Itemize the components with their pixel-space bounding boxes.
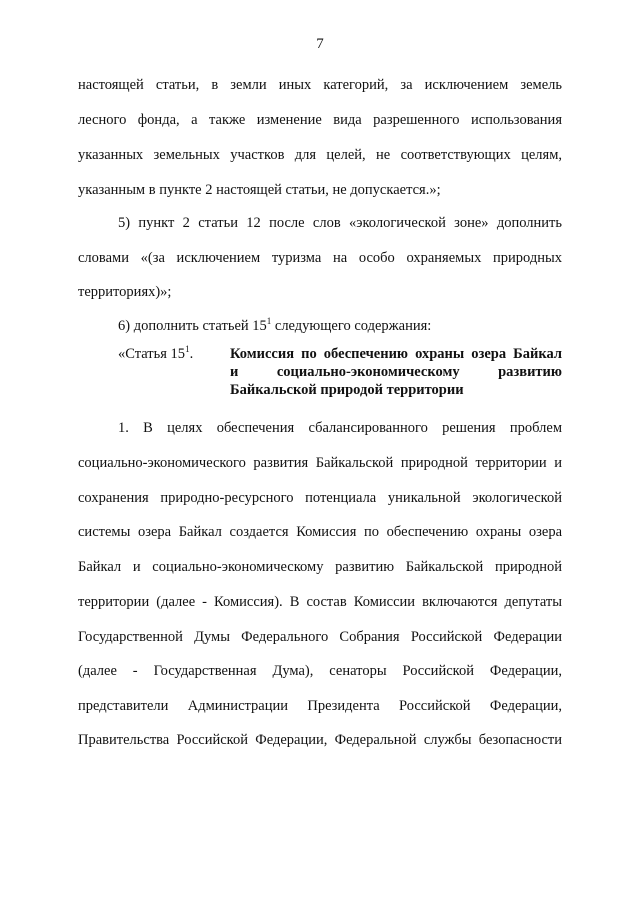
text-line: лесного фонда, а также изменение вида разрешенного использования [78, 112, 562, 128]
text-line: указанных земельных участков для целей, не соответствующих целям, [78, 147, 562, 163]
para1-line: Байкал и социально-экономическому развитию Байкальской природной [78, 559, 562, 575]
article-title-line: и социально-экономическому развитию [230, 364, 562, 380]
para1-line: социально-экономического развития Байкальской природной территории и [78, 455, 562, 471]
item6-prefix: 6) дополнить статьей 15 [118, 318, 267, 334]
item6-superscript: 1 [266, 316, 272, 326]
para1-line: территории (далее - Комиссия). В состав Комиссии включаются депутаты [78, 594, 562, 610]
para1-line: Правительства Российской Федерации, Федеральной службы безопасности [78, 732, 562, 748]
article-title-line: Байкальской природой территории [230, 382, 464, 398]
para1-line: (далее - Государственная Дума), сенаторы Российской Федерации, [78, 663, 562, 679]
item5-line: 5) пункт 2 статьи 12 после слов «экологической зоне» дополнить [118, 215, 562, 231]
article-label-suffix: . [189, 346, 194, 362]
para1-line: сохранения природно-ресурсного потенциала уникальной экологической [78, 490, 562, 506]
page-number: 7 [316, 36, 324, 52]
para1-line: системы озера Байкал создается Комиссия по обеспечению охраны озера [78, 524, 562, 540]
item5-line: словами «(за исключением туризма на особо охраняемых природных [78, 250, 562, 266]
text-line: настоящей статьи, в земли иных категорий, за исключением земель [78, 77, 562, 93]
item6-line [118, 317, 562, 335]
para1-line: Государственной Думы Федерального Собрания Российской Федерации [78, 629, 562, 645]
text-line: указанным в пункте 2 настоящей статьи, не допускается.»; [78, 182, 441, 198]
para1-line: 1. В целях обеспечения сбалансированного решения проблем [118, 420, 562, 436]
article-title-line: Комиссия по обеспечению охраны озера Байкал [230, 346, 562, 362]
para1-line: представители Администрации Президента Российской Федерации, [78, 698, 562, 714]
item5-line: территориях)»; [78, 284, 172, 300]
item6-suffix: следующего содержания: [271, 318, 432, 334]
article-label-prefix: «Статья 15 [118, 346, 186, 362]
article-label [118, 345, 193, 363]
article-label-superscript: 1 [185, 344, 190, 354]
